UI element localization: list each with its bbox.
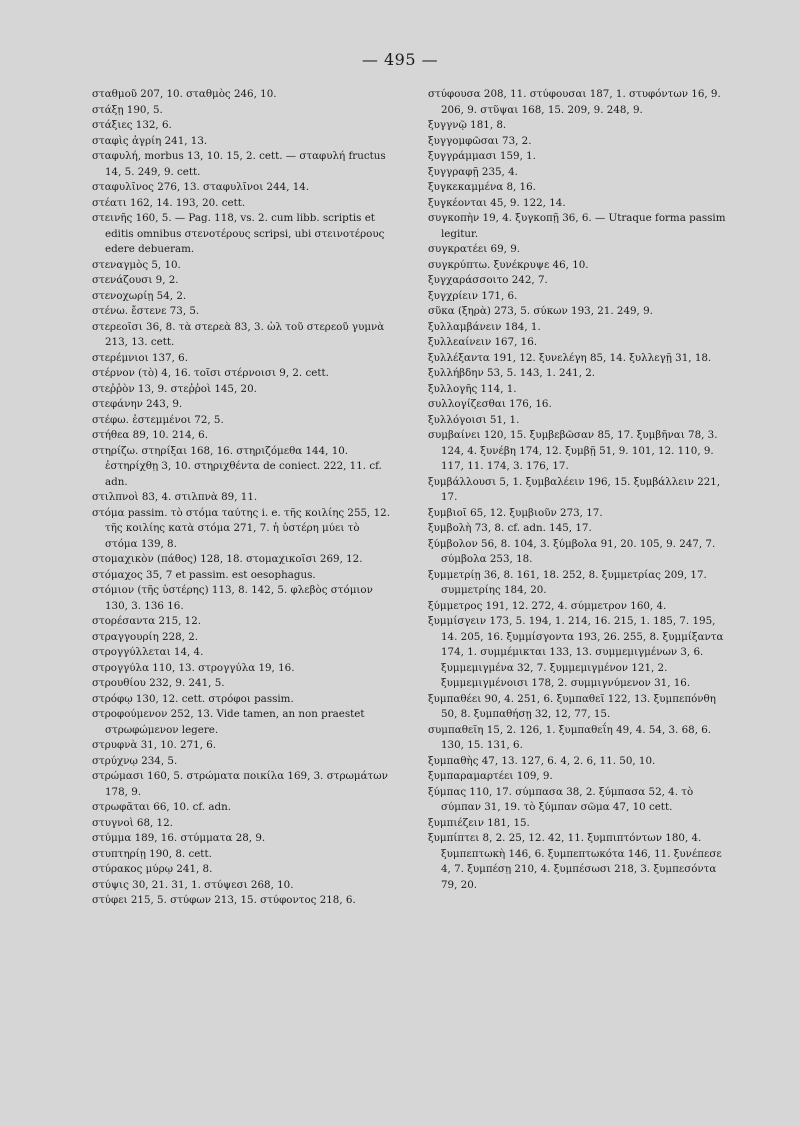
- index-entry: ξυμπίπτει 8, 2. 25, 12. 42, 11. ξυμπιπτόντων 180, 4. ξυμπεπτωκὴ 146, 6. ξυμπεπτωκότα 146, 11. ξυνέπεσε 4, 7. ξυμπέσῃ 210, 4. ξυμπέσωσι 218, 3. ξυμπεσόντα 79, 20.: [428, 832, 722, 891]
- index-entry: στεινῆς 160, 5. — Pag. 118, vs. 2. cum libb. scriptis et editis omnibus στενοτέρους scripsi, ubi στεινοτέρους edere debueram.: [92, 212, 385, 255]
- index-entry: συγκοπὴν 19, 4. ξυγκοπῇ 36, 6. — Utraque forma passim legitur.: [428, 212, 726, 240]
- index-entry: στενάζουσι 9, 2.: [92, 274, 179, 286]
- index-entry: ξύμβολον 56, 8. 104, 3. ξύμβολα 91, 20. 105, 9. 247, 7. σύμβολα 253, 18.: [428, 537, 716, 565]
- index-entry: ξυλλογῆς 114, 1.: [428, 382, 517, 395]
- left-column: [92, 87, 390, 909]
- index-entry: στένω. ἔστενε 73, 5.: [92, 305, 200, 317]
- index-entry: ξυλλόγοισι 51, 1.: [428, 413, 520, 426]
- index-entry: στέρνον (τὸ) 4, 16. τοῖσι στέρνοισι 9, 2. cett.: [92, 367, 329, 379]
- index-entry: στρωφᾶται 66, 10. cf. adn.: [92, 801, 231, 813]
- index-entry: στρουθίου 232, 9. 241, 5.: [92, 677, 225, 689]
- index-entry: σῦκα (ξηρὰ) 273, 5. σύκων 193, 21. 249, 9.: [428, 305, 653, 317]
- index-entry: ξυλλαμβάνειν 184, 1.: [428, 320, 541, 333]
- index-entry: σταθμοῦ 207, 10. σταθμὸς 246, 10.: [92, 88, 277, 100]
- index-entry: στερέμνιοι 137, 6.: [92, 351, 188, 364]
- index-entry: ξυγχαράσσοιτο 242, 7.: [428, 274, 548, 286]
- index-entry: στορέσαντα 215, 12.: [92, 615, 202, 627]
- index-entry: στέφω. ἐστεμμένοι 72, 5.: [92, 413, 224, 426]
- index-entry: στυγνοὶ 68, 12.: [92, 816, 173, 829]
- index-entry: στερεοῖσι 36, 8. τὰ στερεὰ 83, 3. ὡλ τοῦ στερεοῦ γυμνὰ 213, 13. cett.: [92, 320, 385, 348]
- index-entry: ξυγγραφῇ 235, 4.: [428, 165, 518, 178]
- index-entry: στυπτηρίῃ 190, 8. cett.: [92, 847, 212, 860]
- index-entry: στρογγύλλεται 14, 4.: [92, 646, 204, 658]
- index-entry: ξυμπαθὴς 47, 13. 127, 6. 4, 2. 6, 11. 50, 10.: [428, 754, 656, 767]
- index-entry: συγκρύπτω. ξυνέκρυψε 46, 10.: [428, 258, 589, 271]
- index-entry: στηρίζω. στηρίξαι 168, 16. στηριζόμεθα 144, 10. ἐστηρίχθῃ 3, 10. στηριχθέντα de coniect. 222, 11. cf. adn.: [92, 444, 382, 488]
- index-entry: στύρακος μύρῳ 241, 8.: [92, 863, 213, 875]
- index-entry: ξυλλεαίνειν 167, 16.: [428, 336, 538, 348]
- index-entry: στόμα passim. τὸ στόμα ταύτης i. e. τῆς κοιλίης 255, 12. τῆς κοιλίης κατὰ στόμα 271, 7. ἡ ὑστέρη μύει τὸ στόμα 139, 8.: [92, 506, 390, 550]
- index-entry: ξύμπας 110, 17. σύμπασα 38, 2. ξύμπασα 52, 4. τὸ σύμπαν 31, 19. τὸ ξύμπαν σῶμα 47, 10 cett.: [428, 785, 694, 813]
- index-entry: ξυγγομφῶσαι 73, 2.: [428, 134, 532, 147]
- index-entry: στρυφνὰ 31, 10. 271, 6.: [92, 739, 217, 751]
- index-entry: σταφὶς ἀγρίη 241, 13.: [92, 134, 208, 147]
- index-entry: ξυμβιοῖ 65, 12. ξυμβιοῦν 273, 17.: [428, 506, 603, 519]
- index-entry: στύφουσα 208, 11. στύφουσαι 187, 1. στυφόντων 16, 9. 206, 9. στῦψαι 168, 15. 209, 9. 248, 9.: [428, 88, 721, 116]
- index-entry: ξυλλήβδην 53, 5. 143, 1. 241, 2.: [428, 367, 596, 379]
- index-entry: ξυμπαθέει 90, 4. 251, 6. ξυμπαθεῖ 122, 13. ξυμπεπόνθη 50, 8. ξυμπαθήσῃ 32, 12, 77, 15.: [428, 692, 716, 720]
- index-entry: συμβαίνει 120, 15. ξυμβεβῶσαν 85, 17. ξυμβῆναι 78, 3. 124, 4. ξυνέβη 174, 12. ξυμβῇ 51, 9. 101, 12. 110, 9. 117, 11. 174, 3. 176, 17.: [428, 429, 718, 472]
- index-entry: συμπαθεῖη 15, 2. 126, 1. ξυμπαθεΐη 49, 4. 54, 3. 68, 6. 130, 15. 131, 6.: [428, 723, 712, 751]
- index-entry: ξυμπιέζειν 181, 15.: [428, 816, 530, 829]
- index-entry: στρώμασι 160, 5. στρώματα ποικίλα 169, 3. στρωμάτων 178, 9.: [92, 770, 388, 798]
- index-entry: στραγγουρίη 228, 2.: [92, 630, 199, 643]
- index-entry: ξυμβολὴ 73, 8. cf. adn. 145, 17.: [428, 522, 592, 534]
- index-entry: στροφούμενον 252, 13. Vide tamen, an non praestet στρωφώμενον legere.: [92, 708, 365, 736]
- index-entry: στιλπνοὶ 83, 4. στιλπνὰ 89, 11.: [92, 491, 258, 503]
- right-column: [428, 87, 728, 893]
- index-entry: στήθεα 89, 10. 214, 6.: [92, 429, 208, 441]
- index-entry: σταφυλή, morbus 13, 10. 15, 2. cett. — σταφυλή fructus 14, 5. 249, 9. cett.: [92, 150, 386, 178]
- index-entry: στεναγμὸς 5, 10.: [92, 258, 181, 271]
- index-entry: ξυγχρίειν 171, 6.: [428, 289, 518, 302]
- index-entry: σταφυλῖνος 276, 13. σταφυλῖνοι 244, 14.: [92, 181, 310, 193]
- index-entry: συγκρατέει 69, 9.: [428, 243, 521, 255]
- index-entry: ξυγγνῷ 181, 8.: [428, 119, 507, 131]
- index-entry: ξύμμετρος 191, 12. 272, 4. σύμμετρον 160, 4.: [428, 599, 667, 612]
- index-entry: στέατι 162, 14. 193, 20. cett.: [92, 196, 246, 209]
- index-entry: στύφει 215, 5. στύφων 213, 15. στύφοντος 218, 6.: [92, 894, 356, 906]
- index-entry: στάξῃ 190, 5.: [92, 103, 163, 116]
- page-number: — 495 —: [361, 50, 439, 69]
- index-entry: ξυλλέξαντα 191, 12. ξυνελέγη 85, 14. ξυλλεγῇ 31, 18.: [428, 351, 712, 364]
- index-entry: ξυμμετρίῃ 36, 8. 161, 18. 252, 8. ξυμμετρίας 209, 17. συμμετρίης 184, 20.: [428, 568, 707, 596]
- index-entry: στεῤῥὸν 13, 9. στεῤῥοὶ 145, 20.: [92, 382, 257, 395]
- index-entry: ξυγγράμμασι 159, 1.: [428, 150, 536, 162]
- index-entry: ξυγκεκαμμένα 8, 16.: [428, 181, 536, 193]
- index-entry: στάξιες 132, 6.: [92, 119, 172, 131]
- index-entry: στρογγύλα 110, 13. στρογγύλα 19, 16.: [92, 661, 295, 674]
- index-entry: στεφάνην 243, 9.: [92, 398, 183, 410]
- index-entry: στρόφῳ 130, 12. cett. στρόφοι passim.: [92, 692, 294, 705]
- index-entry: ξυμμίσγειν 173, 5. 194, 1. 214, 16. 215, 1. 185, 7. 195, 14. 205, 16. ξυμμίσγοντα 193, 26. 255, 8. ξυμμίξαντα 174, 1. συμμέμικται 133, 13. συμμεμιγμένων 3, 6. ξυμμεμιγμένα 32, 7. ξυμμεμιγμένον 121, 2. ξυμμεμιγμένοισι 178, 2. συμμιγνύμενον 31, 16.: [428, 615, 724, 689]
- index-entry: συλλογίζεσθαι 176, 16.: [428, 398, 552, 410]
- index-entry: στύμμα 189, 16. στύμματα 28, 9.: [92, 832, 266, 844]
- index-entry: ξυμβάλλουσι 5, 1. ξυμβαλέειν 196, 15. ξυμβάλλειν 221, 17.: [428, 475, 721, 503]
- index-entry: στενοχωρίῃ 54, 2.: [92, 289, 187, 302]
- index-entry: ξυγκέονται 45, 9. 122, 14.: [428, 196, 566, 209]
- index-entry: ξυμπαραμαρτέει 109, 9.: [428, 770, 553, 782]
- index-entry: στύψις 30, 21. 31, 1. στύψεσι 268, 10.: [92, 878, 294, 891]
- index-entry: στόμαχος 35, 7 et passim. est oesophagus.: [92, 568, 316, 581]
- index-entry: στρύχνῳ 234, 5.: [92, 754, 178, 767]
- index-entry: στομαχικὸν (πάθος) 128, 18. στομαχικοῖσι 269, 12.: [92, 553, 363, 565]
- index-entry: στόμιον (τῆς ὑστέρης) 113, 8. 142, 5. φλεβὸς στόμιον 130, 3. 136 16.: [92, 584, 373, 612]
